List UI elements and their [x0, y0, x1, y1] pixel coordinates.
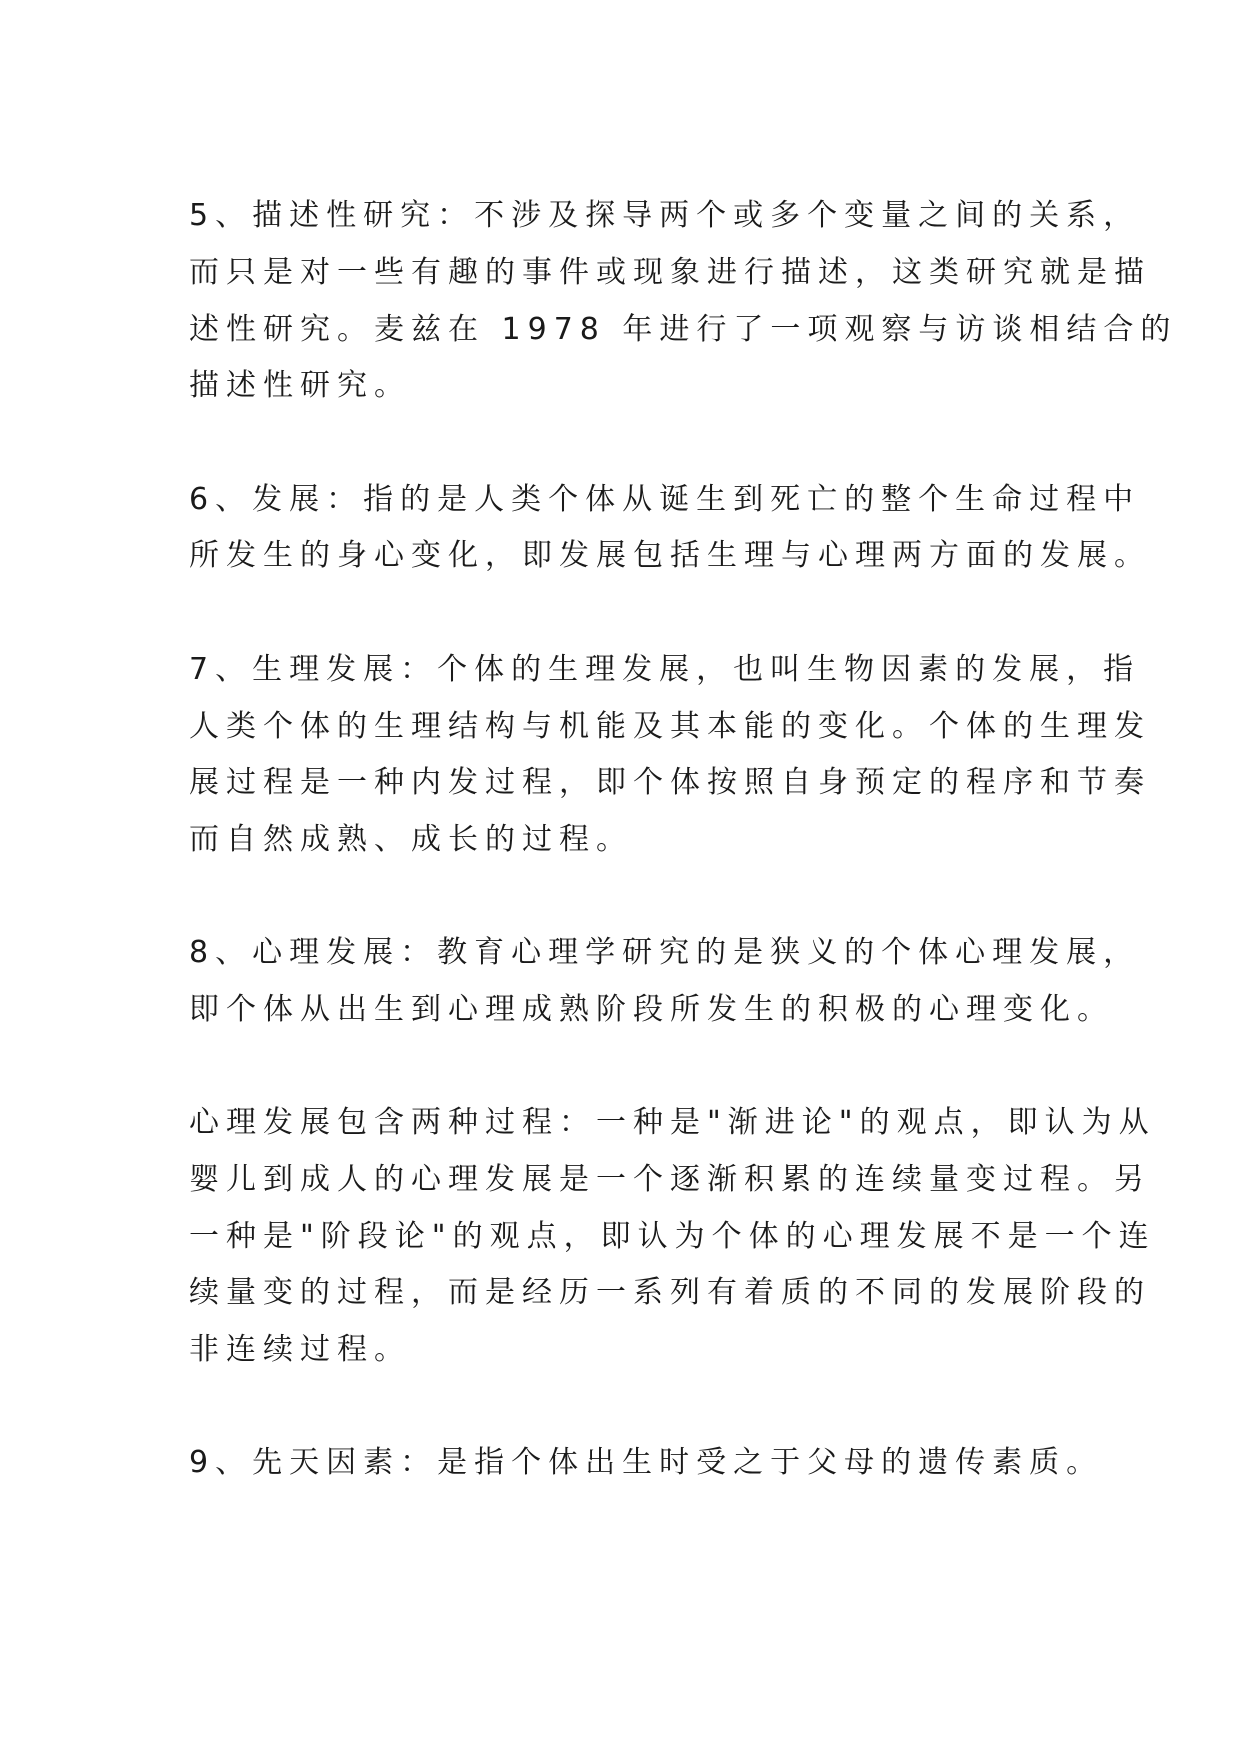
text-line: 述性研究。麦兹在 1978 年进行了一项观察与访谈相结合的 [189, 312, 1178, 347]
text-line: 人类个体的生理结构与机能及其本能的变化。个体的生理发 [189, 709, 1151, 744]
text-line: 一种是"阶段论"的观点，即认为个体的心理发展不是一个连 [189, 1219, 1156, 1254]
text-line: 而自然成熟、成长的过程。 [189, 822, 633, 857]
text-line: 8、心理发展：教育心理学研究的是狭义的个体心理发展， [189, 935, 1141, 970]
text-line: 5、描述性研究：不涉及探导两个或多个变量之间的关系， [189, 198, 1141, 233]
text-line: 9、先天因素：是指个体出生时受之于父母的遗传素质。 [189, 1445, 1104, 1480]
text-line: 6、发展：指的是人类个体从诞生到死亡的整个生命过程中 [189, 482, 1141, 517]
text-line: 即个体从出生到心理成熟阶段所发生的积极的心理变化。 [189, 992, 1114, 1027]
text-line: 非连续过程。 [189, 1332, 411, 1367]
text-line: 婴儿到成人的心理发展是一个逐渐积累的连续量变过程。另 [189, 1162, 1151, 1197]
text-line: 描述性研究。 [189, 368, 411, 403]
text-line: 展过程是一种内发过程，即个体按照自身预定的程序和节奏 [189, 765, 1151, 800]
text-line: 心理发展包含两种过程：一种是"渐进论"的观点，即认为从 [189, 1105, 1156, 1140]
text-line: 7、生理发展：个体的生理发展，也叫生物因素的发展，指 [189, 652, 1141, 687]
text-line: 续量变的过程，而是经历一系列有着质的不同的发展阶段的 [189, 1275, 1151, 1310]
text-line: 而只是对一些有趣的事件或现象进行描述，这类研究就是描 [189, 255, 1151, 290]
text-line: 所发生的身心变化，即发展包括生理与心理两方面的发展。 [189, 538, 1151, 573]
